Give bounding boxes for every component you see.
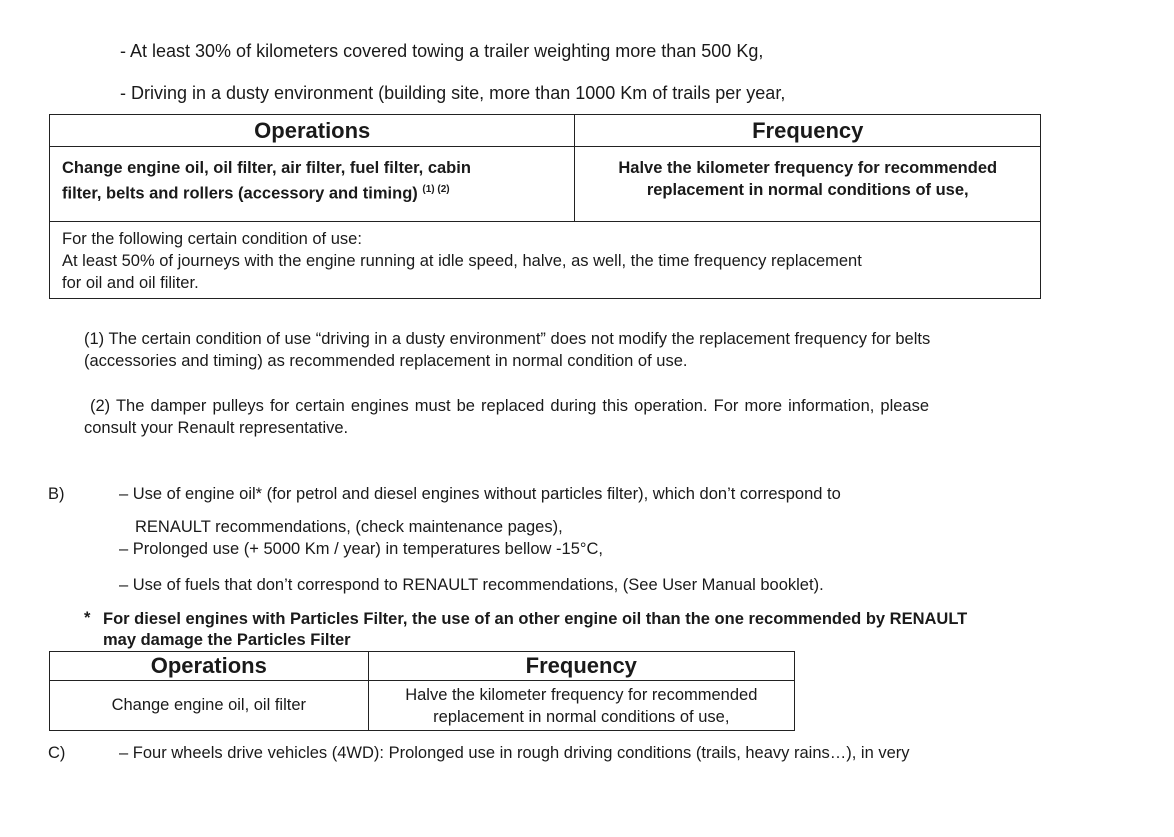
note-1-line2: (accessories and timing) as recommended replacement in normal condition of use.: [84, 352, 688, 370]
table1-row1-frequency-line2: replacement in normal conditions of use,: [646, 181, 969, 199]
intro-line-2: - Driving in a dusty environment (building site, more than 1000 Km of trails per year,: [120, 83, 786, 103]
note-1-line1: (1) The certain condition of use “driving in a dusty environment” does not modify the replacement frequency for belts: [84, 330, 931, 348]
table2-row1-frequency: [368, 681, 794, 731]
section-b-item1-line2: RENAULT recommendations, (check maintenance pages),: [135, 518, 563, 536]
section-b-item2: – Prolonged use (+ 5000 Km / year) in temperatures bellow -15°C,: [119, 540, 603, 558]
table1-row2-line2: At least 50% of journeys with the engine running at idle speed, halve, as well, the time frequency replacement: [62, 252, 862, 270]
table1-row2-line3: for oil and oil filiter.: [62, 274, 199, 292]
section-b-item1-line1: – Use of engine oil* (for petrol and diesel engines without particles filter), which don’t correspond to: [119, 485, 841, 503]
table2-row1-frequency-line2: replacement in normal conditions of use,: [433, 707, 730, 726]
table1-header-frequency: Frequency: [575, 115, 1041, 147]
section-c-item1: – Four wheels drive vehicles (4WD): Prolonged use in rough driving conditions (trails, heavy rains…), in very: [119, 744, 910, 762]
table1-row1-operation: [50, 147, 575, 222]
table1-row2-condition: [50, 222, 1041, 299]
note-2-line1: (2) The damper pulleys for certain engines must be replaced during this operation. For more information, please: [90, 397, 930, 415]
warning-star: *: [84, 609, 91, 627]
table2-row1-operation: Change engine oil, oil filter: [50, 681, 369, 731]
note-2: [84, 395, 1016, 439]
operations-table-1: [49, 114, 1041, 299]
note-1: [84, 328, 930, 372]
table1-row1-operation-line2: filter, belts and rollers (accessory and timing): [62, 184, 418, 203]
particles-filter-warning: [103, 609, 967, 651]
table2-row1-frequency-line1: Halve the kilometer frequency for recommended: [405, 685, 758, 704]
section-c-label: C): [48, 744, 66, 762]
section-b-label: B): [48, 485, 65, 503]
warning-line2: may damage the Particles Filter: [103, 631, 351, 649]
table2-header-operations: Operations: [50, 652, 369, 681]
table1-header-operations: Operations: [50, 115, 575, 147]
operations-table-2: [49, 651, 795, 731]
table1-row1-frequency: [575, 147, 1041, 222]
note-2-line2: consult your Renault representative.: [84, 419, 349, 437]
warning-line1: For diesel engines with Particles Filter, the use of an other engine oil than the one recommended by RENAULT: [103, 610, 968, 628]
table1-row1-frequency-line1: Halve the kilometer frequency for recommended: [618, 159, 998, 177]
table2-header-frequency: Frequency: [368, 652, 794, 681]
table1-row1-operation-line1: Change engine oil, oil filter, air filter, fuel filter, cabin: [62, 159, 471, 177]
table1-row2-line1: For the following certain condition of use:: [62, 230, 362, 248]
footnote-refs: (1) (2): [422, 184, 450, 195]
section-b-item3: – Use of fuels that don’t correspond to RENAULT recommendations, (See User Manual booklet).: [119, 576, 824, 594]
intro-line-1: - At least 30% of kilometers covered towing a trailer weighting more than 500 Kg,: [120, 41, 764, 61]
